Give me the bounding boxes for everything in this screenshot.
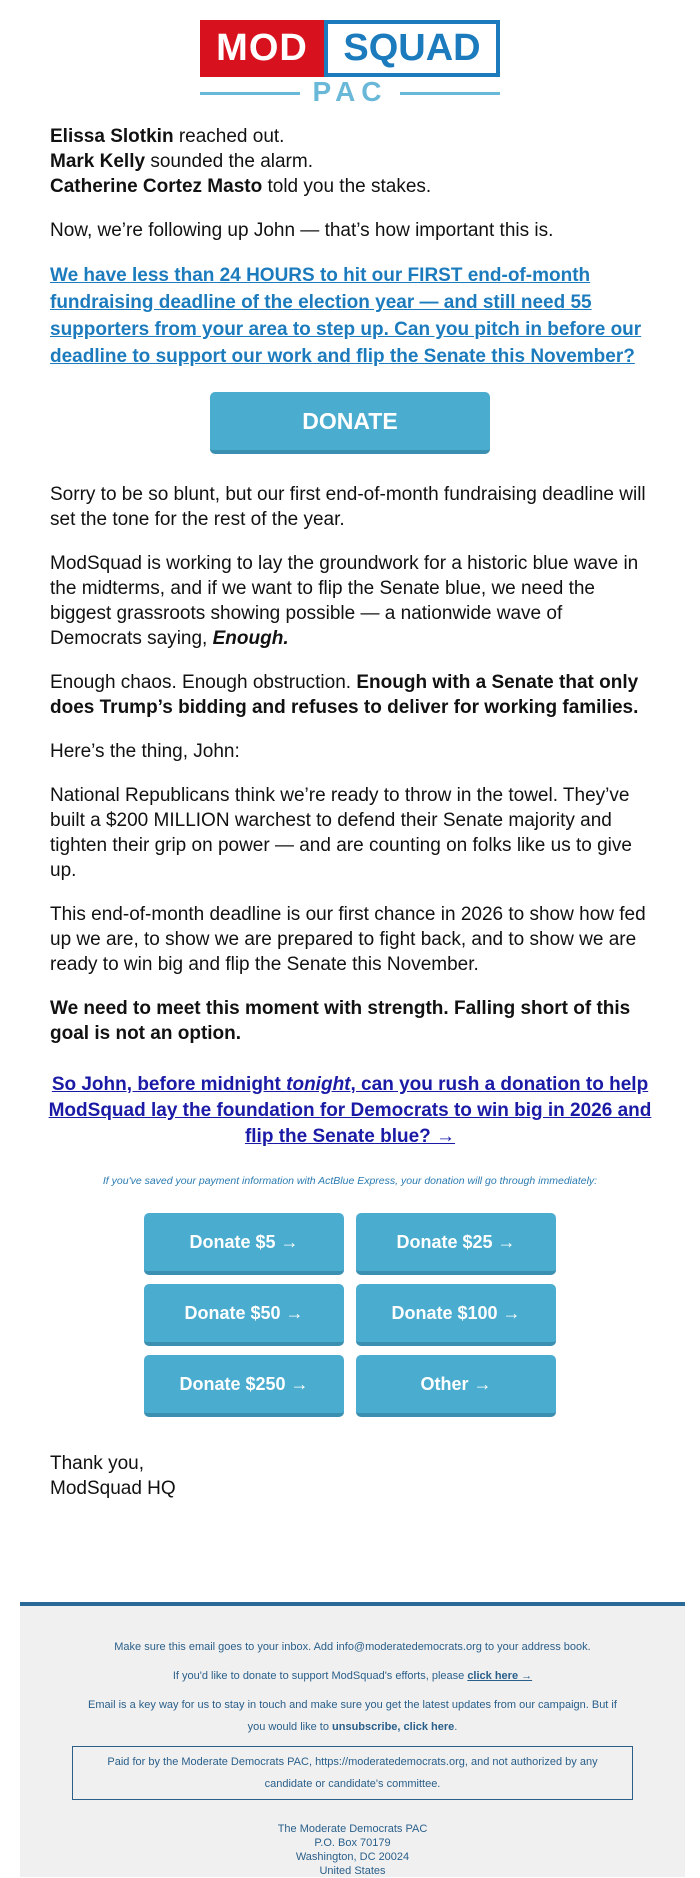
national-text: National Republicans think we’re ready to throw in the towel. They’ve built a $200 MILLION warchest to defend their Senate majority and tighten their grip on power — and are counting on folks like us to give up. bbox=[50, 785, 632, 881]
donation-amounts bbox=[50, 1213, 650, 1417]
actblue-note: If you've saved your payment information with ActBlue Express, your donation will go through immediately: bbox=[102, 1175, 598, 1187]
footer-donate-link[interactable]: click here → bbox=[467, 1670, 533, 1682]
email-note bbox=[20, 1694, 685, 1738]
unsubscribe-link[interactable]: unsubscribe, click here bbox=[332, 1721, 455, 1733]
address-line: P.O. Box 70179 bbox=[314, 1837, 391, 1849]
donate-50-button[interactable]: Donate $50 → bbox=[144, 1284, 344, 1346]
signature: ModSquad HQ bbox=[50, 1478, 176, 1499]
enough-span: Enough chaos. Enough obstruction. bbox=[50, 672, 357, 693]
cta-a[interactable]: So John, before midnight bbox=[51, 1074, 287, 1095]
donate-button[interactable]: DONATE bbox=[210, 392, 490, 454]
donate-250-button[interactable]: Donate $250 → bbox=[144, 1355, 344, 1417]
donate-25-button[interactable]: Donate $25 → bbox=[356, 1213, 556, 1275]
strength-text: We need to meet this moment with strength. Falling short of this goal is not an option. bbox=[50, 998, 631, 1044]
deadline-link[interactable]: We have less than 24 HOURS to hit our FIRST end-of-month fundraising deadline of the election year — and still need 55 supporters from your area to step up. Can you pitch in before our deadline to support our work and flip the Senate this November? bbox=[50, 265, 642, 367]
email-body bbox=[50, 124, 650, 1520]
groundwork-span: ModSquad is working to lay the groundwork for a historic blue wave in the midterms, and if we want to flip the Senate blue, we need the biggest grassroots showing possible — a nationwide wave of Democrats saying, bbox=[50, 553, 639, 649]
senator-name: Mark Kelly bbox=[50, 151, 146, 172]
inbox-note: Make sure this email goes to your inbox. Add info@moderatedemocrats.org to your address book. bbox=[114, 1641, 591, 1653]
address-line: United States bbox=[319, 1865, 386, 1877]
address-line: Washington, DC 20024 bbox=[295, 1851, 410, 1863]
footer bbox=[20, 1602, 685, 1877]
donate-note-text: If you'd like to donate to support ModSquad's efforts, please bbox=[172, 1670, 468, 1682]
intro bbox=[50, 124, 650, 199]
enough-emphasis: Enough. bbox=[212, 628, 289, 649]
donate-5-button[interactable]: Donate $5 → bbox=[144, 1213, 344, 1275]
paid-for-disclaimer: Paid for by the Moderate Democrats PAC, https://moderatedemocrats.org, and not authorized by any candidate or candidate's committee. bbox=[72, 1746, 633, 1800]
follow-up-text: Now, we’re following up John — that’s how important this is. bbox=[50, 220, 554, 241]
senator-name: Catherine Cortez Masto bbox=[50, 176, 263, 197]
senator-name: Elissa Slotkin bbox=[50, 126, 174, 147]
intro-text: told you the stakes. bbox=[262, 176, 432, 197]
enough-text bbox=[50, 670, 650, 720]
logo-squad: SQUAD bbox=[324, 20, 500, 77]
donate-other-button[interactable]: Other → bbox=[356, 1355, 556, 1417]
intro-text: reached out. bbox=[173, 126, 285, 147]
enough-bold: Enough with a Senate that only does Trump’s bidding and refuses to deliver for working families. bbox=[50, 672, 639, 718]
email-note-text: Email is a key way for us to stay in touch and make sure you get the latest updates from our campaign. But if you would like to bbox=[88, 1699, 617, 1733]
sorry-text: Sorry to be so blunt, but our first end-of-month fundraising deadline will set the tone for the rest of the year. bbox=[50, 484, 646, 530]
period: . bbox=[454, 1721, 458, 1733]
cta-em[interactable]: tonight bbox=[286, 1074, 351, 1095]
modsquad-pac-logo bbox=[200, 20, 500, 108]
signoff bbox=[50, 1451, 650, 1501]
mailing-address bbox=[20, 1822, 685, 1878]
donate-100-button[interactable]: Donate $100 → bbox=[356, 1284, 556, 1346]
logo-mod: MOD bbox=[200, 20, 324, 77]
logo-pac: PAC bbox=[312, 76, 388, 107]
cta-b[interactable]: , can you rush a donation to help ModSquad lay the foundation for Democrats to win big in 2026 and flip the Senate blue? → bbox=[48, 1074, 652, 1147]
intro-text: sounded the alarm. bbox=[145, 151, 313, 172]
address-line: The Moderate Democrats PAC bbox=[277, 1823, 428, 1835]
deadline-text: This end-of-month deadline is our first chance in 2026 to show how fed up we are, to show we are prepared to fight back, and to show we are ready to win big and flip the Senate this November. bbox=[50, 904, 646, 975]
cta-link[interactable] bbox=[44, 1072, 656, 1150]
thing-text: Here’s the thing, John: bbox=[50, 741, 240, 762]
groundwork-text bbox=[50, 551, 650, 651]
thank-you: Thank you, bbox=[50, 1453, 144, 1474]
donate-note bbox=[20, 1665, 685, 1687]
